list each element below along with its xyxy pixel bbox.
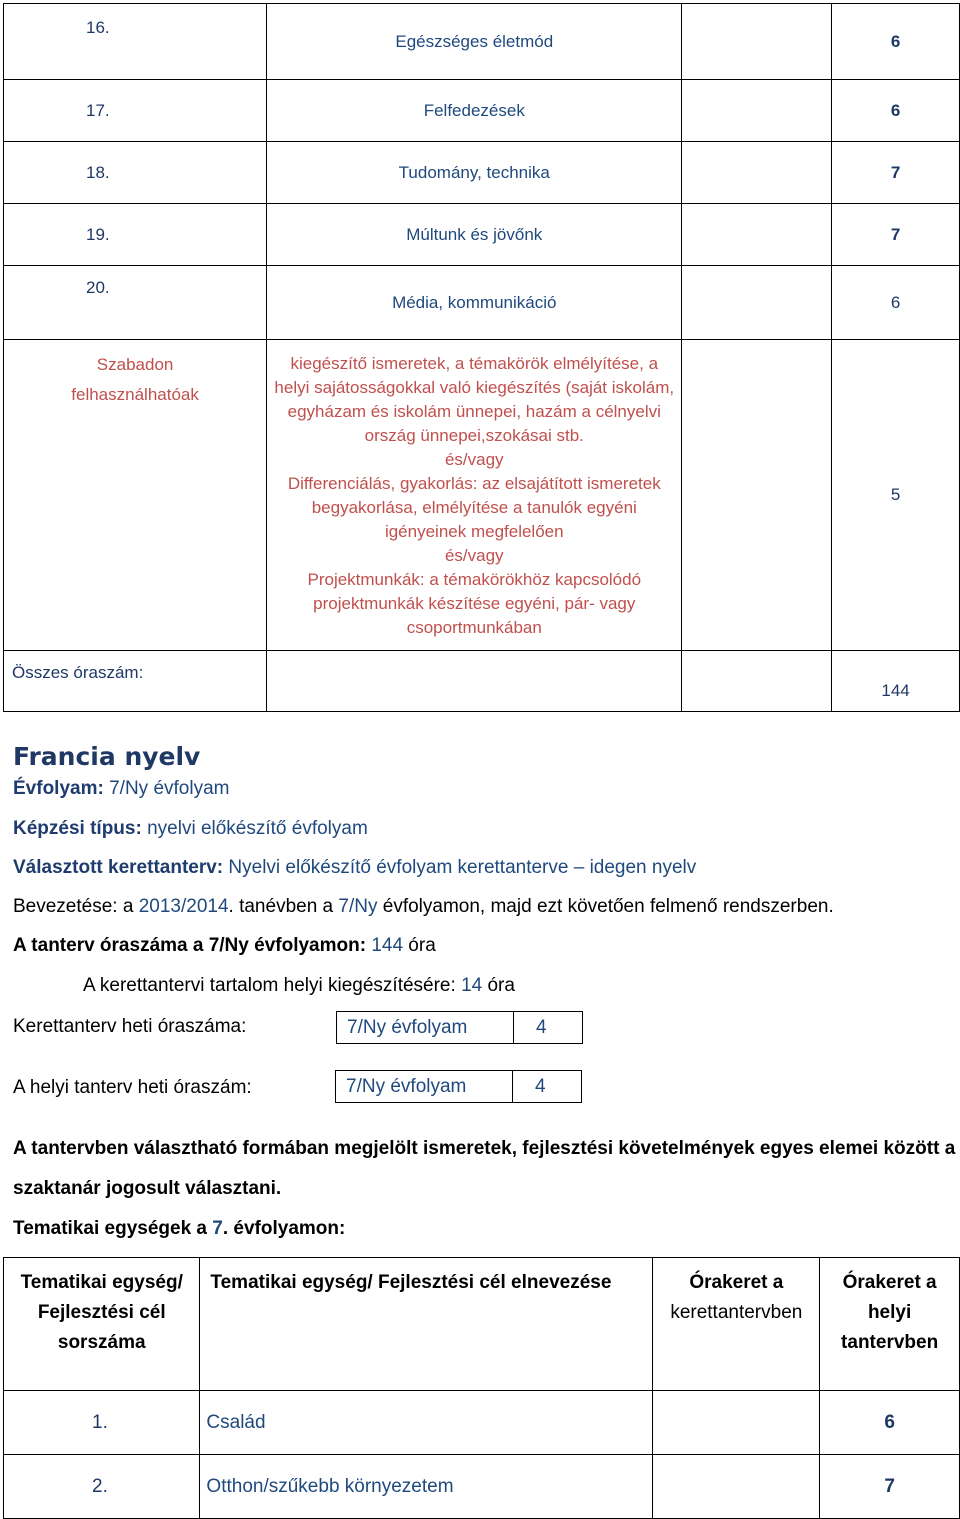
unit-hours-framework (653, 1455, 820, 1519)
table-row-total (4, 651, 960, 712)
total-empty (682, 651, 832, 712)
bevezetes-pre: Bevezetése: a (13, 896, 139, 917)
topic-number: 20. (4, 266, 267, 340)
evfolyam-line (13, 778, 229, 800)
free-line: begyakorlása, elmélyítése a tanulók egyéni (311, 498, 637, 517)
unit-number: 1. (4, 1391, 200, 1455)
hours-local: 7 (832, 142, 960, 204)
table-row (4, 4, 960, 80)
total-value: 144 (832, 651, 960, 712)
oraszam-value: 144 (371, 935, 404, 956)
hours-local: 6 (832, 266, 960, 340)
heti2-label: A helyi tanterv heti óraszám: (13, 1077, 252, 1098)
hours-framework (682, 80, 832, 142)
evfolyam-value: 7/Ny évfolyam (109, 778, 230, 799)
free-line: ország ünnepei,szokásai stb. (364, 426, 584, 445)
hours-framework (682, 204, 832, 266)
kiegeszites-value: 14 (461, 975, 483, 996)
header-name: Tematikai egység/ Fejlesztési cél elnevezése (200, 1258, 653, 1391)
hours-framework (682, 142, 832, 204)
table-row (4, 204, 960, 266)
free-line: csoportmunkában (406, 618, 542, 637)
kiegeszites-label: A kerettantervi tartalom helyi kiegészítésére: (83, 975, 462, 996)
unit-name: Család (200, 1391, 653, 1455)
header-line: sorszáma (57, 1332, 146, 1353)
topic-name: Egészséges életmód (267, 4, 682, 80)
kerettanterv-value: Nyelvi előkészítő évfolyam kerettanterve – idegen nyelv (228, 857, 697, 878)
topic-number: 17. (4, 80, 267, 142)
free-label-line: felhasználhatóak (71, 385, 199, 404)
header-line: Órakeret a (842, 1272, 937, 1293)
kepzes-value: nyelvi előkészítő évfolyam (147, 818, 368, 839)
tematikai-post: . évfolyamon: (222, 1218, 346, 1239)
table-row-free (4, 340, 960, 651)
kiegeszites-unit: óra (482, 975, 515, 996)
unit-hours-framework (653, 1391, 820, 1455)
header-line: Órakeret a (689, 1272, 784, 1293)
hours-framework (682, 266, 832, 340)
oraszam-unit: óra (403, 935, 436, 956)
table-row (4, 1455, 960, 1519)
hours-framework (682, 4, 832, 80)
kerettanterv-label: Választott kerettanterv: (13, 857, 224, 878)
topic-name: Múltunk és jövőnk (267, 204, 682, 266)
header-local (820, 1258, 960, 1391)
units-table (3, 1257, 960, 1519)
tematikai-pre: Tematikai egységek a (13, 1218, 213, 1239)
free-description (267, 340, 682, 651)
unit-name: Otthon/szűkebb környezetem (200, 1455, 653, 1519)
header-framework (653, 1258, 820, 1391)
heti2-value: 4 (513, 1071, 582, 1103)
bevezetes-line (13, 896, 834, 918)
header-line: Fejlesztési cél (37, 1302, 166, 1323)
free-line: kiegészítő ismeretek, a témakörök elmélyítése, a (290, 354, 659, 373)
bevezetes-post: évfolyamon, majd ezt követően felmenő rendszerben. (377, 896, 834, 917)
header-line: kerettantervben (670, 1302, 803, 1323)
unit-hours-local: 6 (820, 1391, 960, 1455)
free-line: Differenciálás, gyakorlás: az elsajátított ismeretek (287, 474, 661, 493)
tematikai-line (13, 1218, 345, 1240)
heti1-box (336, 1011, 583, 1044)
unit-hours-local: 7 (820, 1455, 960, 1519)
tematikai-num: 7 (212, 1218, 223, 1239)
topic-name: Felfedezések (267, 80, 682, 142)
bevezetes-year: 2013/2014 (138, 896, 229, 917)
heti2-box (335, 1070, 582, 1103)
free-line: egyházam és iskolám ünnepei, hazám a célnyelvi (287, 402, 661, 421)
kepzes-label: Képzési típus: (13, 818, 142, 839)
table-row (4, 266, 960, 340)
table-row (4, 80, 960, 142)
oraszam-label: A tanterv óraszáma a 7/Ny évfolyamon: (13, 935, 367, 956)
bevezetes-mid: . tanévben a (228, 896, 339, 917)
topic-name: Tudomány, technika (267, 142, 682, 204)
free-line: igényeinek megfelelően (384, 522, 564, 541)
section-title: Francia nyelv (13, 742, 201, 771)
heti2-class: 7/Ny évfolyam (336, 1071, 513, 1103)
free-line: helyi sajátosságokkal való kiegészítés (saját iskolám, (274, 378, 675, 397)
header-line: helyi (867, 1302, 912, 1323)
free-line: és/vagy (444, 546, 504, 565)
header-line: Tematikai egység/ (20, 1272, 183, 1293)
total-empty (267, 651, 682, 712)
note-line2: szaktanár jogosult választani. (13, 1178, 282, 1199)
note-line1: A tantervben választható formában megjelölt ismeretek, fejlesztési követelmények egyes elemei között a (13, 1138, 956, 1159)
heti1-class: 7/Ny évfolyam (337, 1012, 514, 1044)
total-label: Összes óraszám: (4, 651, 267, 712)
header-number (4, 1258, 200, 1391)
free-label-line: Szabadon (96, 355, 174, 374)
hours-local: 6 (832, 80, 960, 142)
bevezetes-ny: 7/Ny (338, 896, 378, 917)
topics-table (3, 3, 960, 712)
kerettanterv-line (13, 857, 696, 879)
unit-number: 2. (4, 1455, 200, 1519)
hours-local: 6 (832, 4, 960, 80)
table-row (4, 1391, 960, 1455)
hours-framework (682, 340, 832, 651)
topic-number: 16. (4, 4, 267, 80)
topic-name: Média, kommunikáció (267, 266, 682, 340)
topic-number: 18. (4, 142, 267, 204)
heti1-label: Kerettanterv heti óraszáma: (13, 1016, 247, 1037)
evfolyam-label: Évfolyam: (13, 778, 104, 799)
free-line: Projektmunkák: a témakörökhöz kapcsolódó (307, 570, 642, 589)
heti1-value: 4 (514, 1012, 583, 1044)
hours-local: 7 (832, 204, 960, 266)
oraszam-line (13, 935, 436, 957)
free-line: projektmunkák készítése egyéni, pár- vagy (313, 594, 636, 613)
kepzes-line (13, 818, 368, 840)
topic-number: 19. (4, 204, 267, 266)
table-row (4, 142, 960, 204)
hours-local: 5 (832, 340, 960, 651)
free-line: és/vagy (444, 450, 504, 469)
kiegeszites-line (83, 975, 515, 997)
header-line: tantervben (841, 1332, 939, 1353)
table-header-row (4, 1258, 960, 1391)
free-label (4, 340, 267, 651)
